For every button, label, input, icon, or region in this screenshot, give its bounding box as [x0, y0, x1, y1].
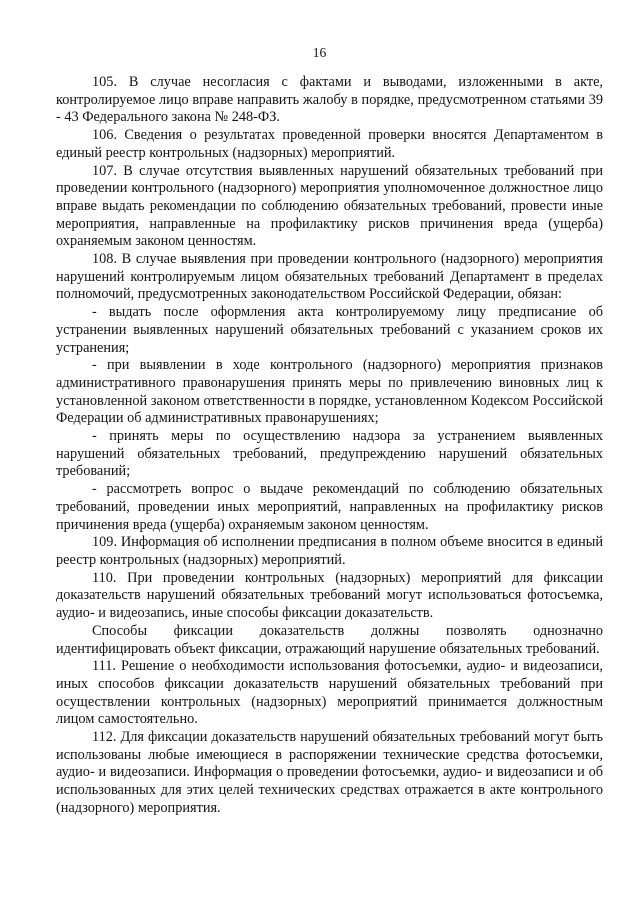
paragraph-109: 109. Информация об исполнении предписания в полном объеме вносится в единый реестр контрольных (надзорных) мероприятий. — [56, 534, 603, 568]
paragraph-108-item-1: - выдать после оформления акта контролируемому лицу предписание об устранении выявленных нарушений обязательных требований с указанием сроков их устранения; — [56, 304, 603, 356]
paragraph-112: 112. Для фиксации доказательств нарушений обязательных требований могут быть использованы любые имеющиеся в распоряжении технические средства фотосъемки, аудио- и видеозаписи. Информация о проведении фотосъемки, аудио- и видеозаписи и об использованных для этих целей технических средствах отражается в акте контрольного (надзорного) мероприятия. — [56, 729, 603, 816]
document-body — [56, 74, 603, 818]
paragraph-107: 107. В случае отсутствия выявленных нарушений обязательных требований при проведении контрольного (надзорного) мероприятия уполномоченное должностное лицо вправе выдать рекомендации по соблюдению обязательных требований, провести иные мероприятия, направленные на профилактику рисков причинения вреда (ущерба) охраняемым законом ценностям. — [56, 162, 603, 250]
paragraph-106: 106. Сведения о результатах проведенной проверки вносятся Департаментом в единый реестр контрольных (надзорных) мероприятий. — [56, 127, 603, 161]
paragraph-108-item-4: - рассмотреть вопрос о выдаче рекомендаций по соблюдению обязательных требований, проведении иных мероприятий, направленных на профилактику рисков причинения вреда (ущерба) охраняемым законом ценностям. — [56, 481, 603, 533]
paragraph-108: 108. В случае выявления при проведении контрольного (надзорного) мероприятия нарушений контролируемым лицом обязательных требований Департамент в пределах полномочий, предусмотренных законодательством Российской Федерации, обязан: — [56, 251, 603, 303]
page-number: 16 — [312, 45, 327, 60]
paragraph-111: 111. Решение о необходимости использования фотосъемки, аудио- и видеозаписи, иных способов фиксации доказательств нарушений обязательных требований при осуществлении контрольных (надзорных) мероприятий принимается должностным лицом самостоятельно. — [56, 658, 603, 728]
paragraph-105: 105. В случае несогласия с фактами и выводами, изложенными в акте, контролируемое лицо вправе направить жалобу в порядке, предусмотренном статьями 39 - 43 Федерального закона № 248-ФЗ. — [56, 74, 603, 126]
paragraph-108-item-3: - принять меры по осуществлению надзора за устранением выявленных нарушений обязательных требований, предупреждению нарушений обязательных требований; — [56, 428, 603, 480]
paragraph-110: 110. При проведении контрольных (надзорных) мероприятий для фиксации доказательств нарушений обязательных требований могут использоваться фотосъемка, аудио- и видеозапись, иные способы фиксации доказательств. — [56, 569, 603, 622]
paragraph-108-item-2: - при выявлении в ходе контрольного (надзорного) мероприятия признаков административного правонарушения принять меры по привлечению виновных лиц к установленной законом ответственности в порядке, установленном Кодексом Российской Федерации об административных правонарушениях; — [56, 357, 603, 427]
paragraph-110-continuation: Способы фиксации доказательств должны позволять однозначно идентифицировать объект фиксации, отражающий нарушение обязательных требований. — [56, 622, 603, 657]
